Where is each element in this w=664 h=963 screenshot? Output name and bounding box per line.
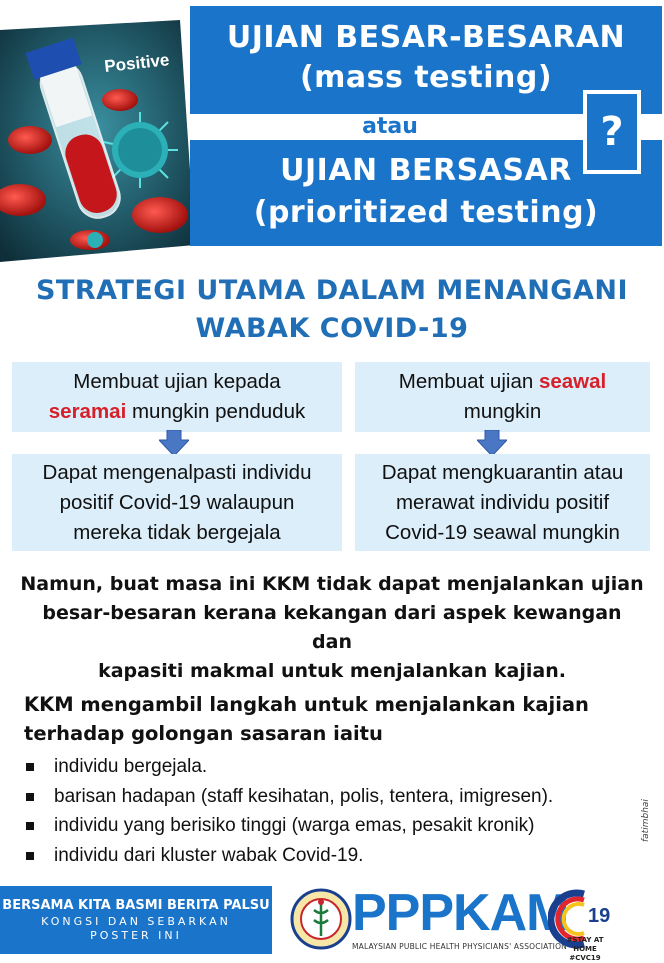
strategy-mass-line1: Membuat ujian kepada — [73, 370, 281, 393]
outcome-early-line2: merawat individu positif — [395, 490, 610, 514]
strategy-early-prefix: Membuat ujian — [398, 370, 539, 393]
strategy-box-mass — [12, 362, 342, 432]
list-item — [24, 782, 654, 812]
outcome-mass-line2: positif Covid-19 walaupun — [59, 490, 295, 514]
list-item — [24, 811, 654, 841]
anti-fake-news-banner — [0, 886, 272, 954]
outcome-box-mass — [12, 454, 342, 551]
outcome-mass-line3: mereka tidak bergejala — [73, 520, 281, 544]
banner-line1: BERSAMA KITA BASMI BERITA PALSU — [2, 898, 270, 913]
heading-line2: WABAK COVID-19 — [195, 313, 469, 344]
arrow-down-icon — [159, 430, 189, 456]
intro-line1: KKM mengambil langkah untuk menjalankan kajian — [24, 693, 589, 716]
limitation-paragraph — [20, 570, 644, 686]
pppkam-logo-text: PPPKAM — [352, 884, 569, 942]
title2-line1: UJIAN BERSASAR — [280, 153, 572, 188]
paragraph-line1: Namun, buat masa ini KKM tidak dapat menjalankan ujian — [20, 573, 644, 595]
highlight-seawal: seawal — [538, 370, 607, 393]
cvc-tag2: #CVC19 — [569, 954, 601, 962]
highlight-seramai: seramai — [48, 400, 127, 423]
heading-line1: STRATEGI UTAMA DALAM MENANGANI — [35, 275, 628, 306]
main-heading — [10, 272, 654, 348]
strategy-mass-rest: mungkin penduduk — [126, 400, 306, 423]
list-item-text: barisan hadapan (staff kesihatan, polis, tentera, imigresen). — [54, 785, 554, 807]
outcome-mass-line1: Dapat mengenalpasti individu — [42, 460, 312, 484]
target-groups-list — [24, 752, 654, 870]
strategy-box-early — [355, 362, 650, 432]
association-subtitle: MALAYSIAN PUBLIC HEALTH PHYSICIANS' ASSOCIATION — [352, 942, 567, 951]
cvc-tagline — [560, 936, 610, 963]
arrow-down-icon — [477, 430, 507, 456]
artist-signature: fatimbhai — [641, 799, 651, 842]
positive-label: Positive — [103, 50, 171, 76]
outcome-early-line1: Dapat mengkuarantin atau — [381, 460, 624, 484]
bullet-icon — [26, 763, 34, 771]
banner-line2: KONGSI DAN SEBARKAN — [41, 915, 231, 928]
list-item-text: individu yang berisiko tinggi (warga emas, pesakit kronik) — [54, 815, 535, 836]
title2-line2: (prioritized testing) — [253, 195, 599, 230]
bullet-icon — [26, 852, 34, 860]
bullet-icon — [26, 822, 34, 830]
list-item — [24, 841, 654, 871]
strategy-early-line2: mungkin — [463, 400, 542, 423]
target-groups-intro — [24, 690, 644, 748]
title1-line2: (mass testing) — [299, 60, 553, 95]
outcome-early-line3: Covid-19 seawal mungkin — [385, 520, 620, 544]
paragraph-line2: besar-besaran kerana kekangan dari aspek kewangan dan — [42, 602, 622, 653]
connector-text: atau — [362, 114, 418, 139]
paragraph-line3: kapasiti makmal untuk menjalankan kajian. — [98, 660, 566, 682]
outcome-box-early — [355, 454, 650, 551]
title1-line1: UJIAN BESAR-BESARAN — [226, 20, 626, 55]
banner-line3: POSTER INI — [90, 929, 182, 942]
bullet-icon — [26, 793, 34, 801]
list-item — [24, 752, 654, 782]
intro-line2: terhadap golongan sasaran iaitu — [24, 722, 383, 745]
question-mark-badge: ? — [583, 90, 641, 174]
strategy-early-line1 — [399, 367, 606, 397]
cvc-number: 19 — [588, 905, 611, 927]
list-item-text: individu bergejala. — [54, 756, 208, 777]
virus-test-tube-illustration — [0, 0, 200, 262]
cvc-tag1: #STAY AT HOME — [566, 936, 604, 953]
strategy-mass-line2 — [49, 397, 305, 427]
list-item-text: individu dari kluster wabak Covid-19. — [54, 844, 364, 866]
association-seal-logo — [290, 888, 352, 950]
